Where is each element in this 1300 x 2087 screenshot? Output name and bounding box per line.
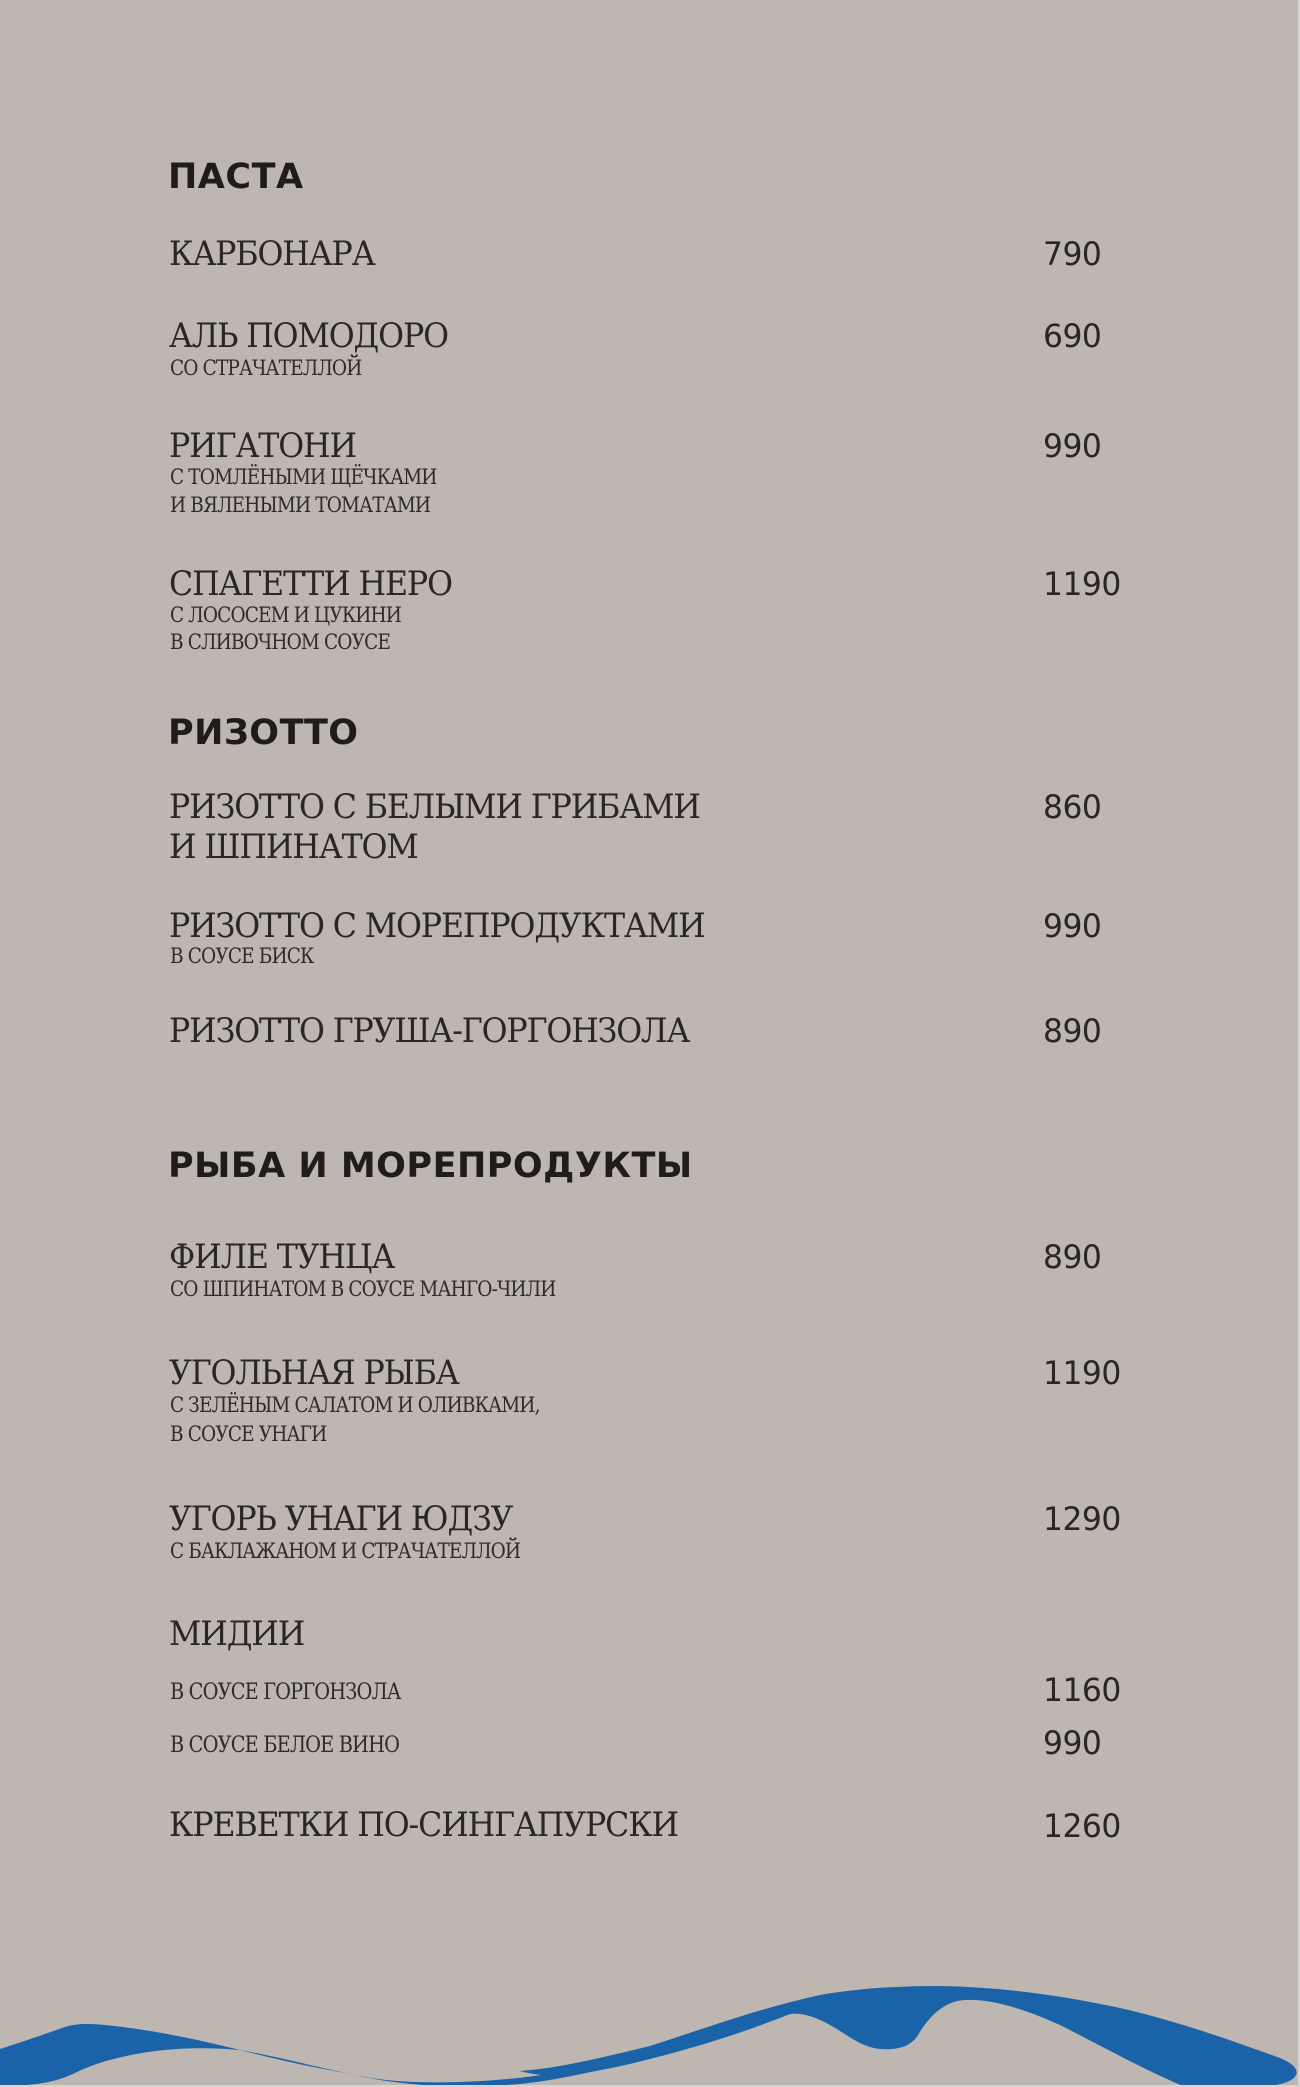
item-price: 890 [1043, 1012, 1102, 1050]
item-price: 890 [1043, 1238, 1102, 1276]
section-title-risotto: РИЗОТТО [168, 713, 359, 753]
section-title-pasta: ПАСТА [168, 157, 304, 197]
item-name: РИЗОТТО С БЕЛЫМИ ГРИБАМИ [169, 787, 700, 827]
item-price: 990 [1043, 427, 1102, 465]
item-description: СО ШПИНАТОМ В СОУСЕ МАНГО-ЧИЛИ [170, 1277, 556, 1302]
item-price: 1260 [1043, 1807, 1121, 1845]
variant-label: В СОУСЕ ГОРГОНЗОЛА [170, 1679, 401, 1705]
item-description: В СЛИВОЧНОМ СОУСЕ [170, 630, 390, 655]
item-description: С ТОМЛЁНЫМИ ЩЁЧКАМИ [170, 465, 437, 490]
item-name: УГОЛЬНАЯ РЫБА [169, 1353, 459, 1393]
variant-label: В СОУСЕ БЕЛОЕ ВИНО [170, 1732, 400, 1758]
item-name: МИДИИ [169, 1614, 305, 1654]
item-price: 690 [1043, 317, 1102, 355]
variant-price: 1160 [1043, 1671, 1121, 1709]
item-name: СПАГЕТТИ НЕРО [169, 564, 452, 604]
item-name: УГОРЬ УНАГИ ЮДЗУ [169, 1499, 513, 1539]
wave-decoration-icon [0, 1950, 1300, 2087]
item-name: ФИЛЕ ТУНЦА [169, 1237, 395, 1277]
item-price: 790 [1043, 235, 1102, 273]
item-name: РИГАТОНИ [169, 426, 356, 466]
item-description: С ЗЕЛЁНЫМ САЛАТОМ И ОЛИВКАМИ, [170, 1393, 540, 1418]
item-price: 860 [1043, 788, 1102, 826]
item-price: 1190 [1043, 1354, 1121, 1392]
item-description: В СОУСЕ УНАГИ [170, 1422, 327, 1447]
section-title-fish-seafood: РЫБА И МОРЕПРОДУКТЫ [168, 1146, 693, 1186]
item-name: КРЕВЕТКИ ПО-СИНГАПУРСКИ [169, 1805, 679, 1845]
item-name-line2: И ШПИНАТОМ [169, 827, 418, 867]
variant-price: 990 [1043, 1724, 1102, 1762]
item-name: АЛЬ ПОМОДОРО [169, 316, 448, 356]
item-name: РИЗОТТО ГРУША-ГОРГОНЗОЛА [169, 1011, 690, 1051]
item-description: В СОУСЕ БИСК [170, 944, 314, 969]
item-description: С ЛОСОСЕМ И ЦУКИНИ [170, 603, 402, 628]
item-description: СО СТРАЧАТЕЛЛОЙ [170, 356, 362, 381]
item-price: 1190 [1043, 565, 1121, 603]
item-price: 990 [1043, 907, 1102, 945]
item-name: КАРБОНАРА [169, 234, 375, 274]
item-name: РИЗОТТО С МОРЕПРОДУКТАМИ [169, 906, 705, 946]
item-price: 1290 [1043, 1500, 1121, 1538]
item-description: С БАКЛАЖАНОМ И СТРАЧАТЕЛЛОЙ [170, 1539, 521, 1564]
item-description: И ВЯЛЕНЫМИ ТОМАТАМИ [170, 493, 431, 518]
